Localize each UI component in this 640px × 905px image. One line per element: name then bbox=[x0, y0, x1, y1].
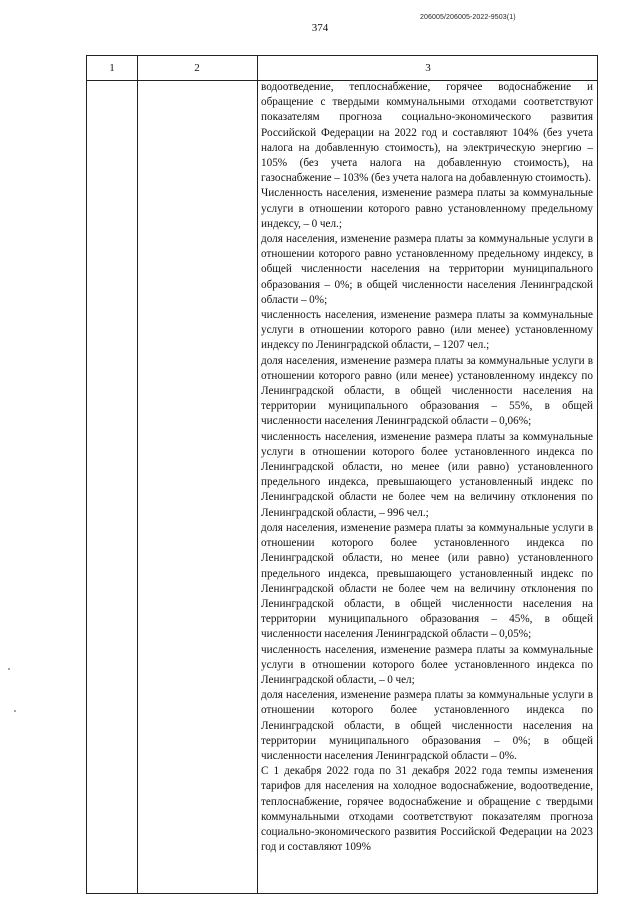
document-code: 206005/206005-2022-9503(1) bbox=[420, 14, 516, 21]
document-table bbox=[86, 55, 598, 894]
paragraph: численность населения, изменение размера платы за коммунальные услуги в отношении которого более установленного индекса по Ленинградской области, – 0 чел; bbox=[261, 643, 593, 686]
column-header-3: 3 bbox=[425, 62, 431, 74]
column-header-2: 2 bbox=[194, 62, 200, 74]
content-cell bbox=[257, 80, 597, 893]
paragraph: доля населения, изменение размера платы за коммунальные услуги в отношении которого более установленного индекса по Ленинградской области, в общей численности населения на территории муниципального образования – 0%; в общей численности населения Ленинградской области – 0%. bbox=[261, 689, 593, 762]
paragraph: водоотведение, теплоснабжение, горячее водоснабжение и обращение с твердыми коммунальными отходами соответствуют показателям прогноза социально-экономического развития Российской Федерации на 2022 год и составляют 104% (без учета налога на добавленную стоимость), на электрическую энергию – 105% (без учета налога на добавленную стоимость), на газоснабжение – 103% (без учета налога на добавленную стоимость). bbox=[261, 81, 593, 185]
paragraph: Численность населения, изменение размера платы за коммунальные услуги в отношении которого равно установленному предельному индексу, – 0 чел.; bbox=[261, 187, 593, 230]
paragraph: численность населения, изменение размера платы за коммунальные услуги в отношении которого более установленного индекса по Ленинградской области, но менее (или равно) установленного предельного индекса, превышающего установленный индекс по Ленинградской области не более чем на величину отклонения по Ленинградской области, – 996 чел.; bbox=[261, 430, 593, 519]
paragraph: доля населения, изменение размера платы за коммунальные услуги в отношении которого более установленного индекса по Ленинградской области, но менее (или равно) установленного предельного индекса, превышающего установленный индекс по Ленинградской области не более чем на величину отклонения по Ленинградской области, в общей численности населения на территории муниципального образования – 45%, в общей численности населения Ленинградской области – 0,05%; bbox=[261, 521, 593, 641]
scan-speck bbox=[8, 668, 10, 670]
page-number: 374 bbox=[311, 22, 329, 34]
paragraph: доля населения, изменение размера платы за коммунальные услуги в отношении которого равно (или менее) установленному индексу по Ленинградской области, в общей численности населения на территории муниципального образования – 55%, в общей численности населения Ленинградской области – 0,06%; bbox=[261, 354, 593, 428]
scan-speck bbox=[14, 710, 16, 712]
paragraph: доля населения, изменение размера платы за коммунальные услуги в отношении которого равно установленному предельному индексу, в общей численности населения на территории муниципального образования – 0%; в общей численности населения Ленинградской области – 0%; bbox=[261, 233, 593, 306]
paragraph: численность населения, изменение размера платы за коммунальные услуги в отношении которого равно (или менее) установленному индексу по Ленинградской области, – 1207 чел.; bbox=[261, 309, 593, 352]
table-header-row bbox=[87, 56, 597, 81]
column-header-1: 1 bbox=[109, 62, 115, 74]
column-divider bbox=[137, 56, 138, 893]
paragraph: С 1 декабря 2022 года по 31 декабря 2022 года темпы изменения тарифов для населения на холодное водоснабжение, водоотведение, теплоснабжение, горячее водоснабжение и обращение с твердыми коммунальными отходами соответствуют показателям прогноза социально-экономического развития Российской Федерации на 2023 год и составляют 109% bbox=[261, 765, 593, 854]
